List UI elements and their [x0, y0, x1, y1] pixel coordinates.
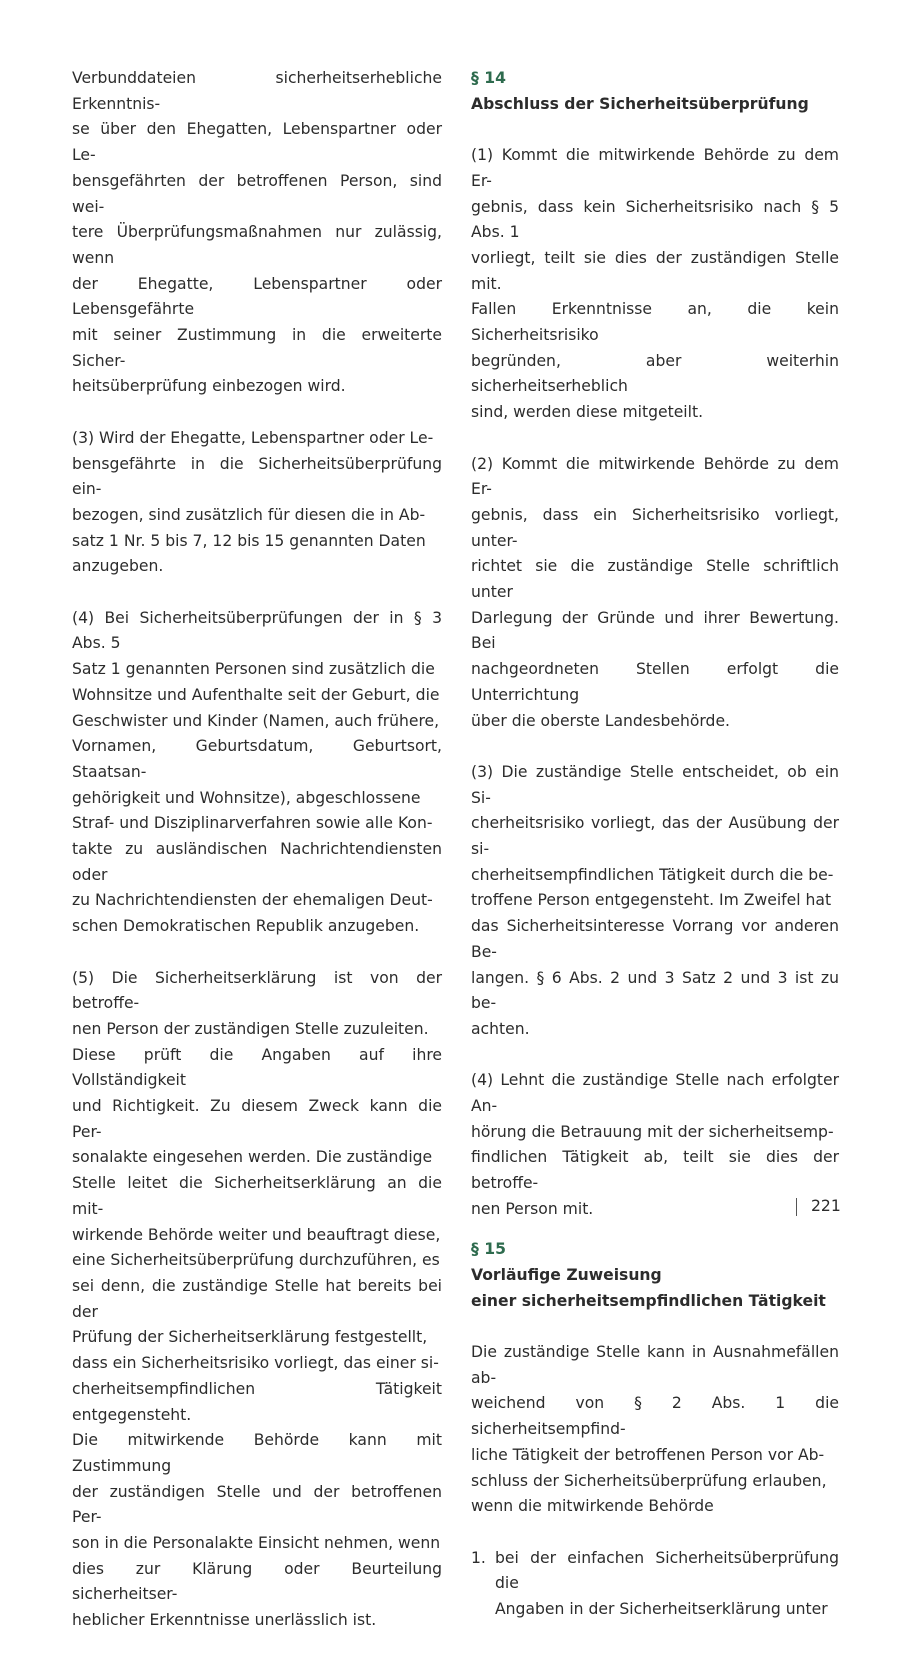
text-line: son in die Personalakte Einsicht nehmen, wenn	[72, 1534, 441, 1553]
text-line: bezogen, sind zusätzlich für diesen die in Ab-	[72, 505, 426, 524]
title-line: Abschluss der Sicherheitsüberprüfung	[471, 94, 809, 113]
title-line: einer sicherheitsempfindlichen Tätigkeit	[471, 1291, 826, 1310]
text-line: hörung die Betrauung mit der sicherheitsemp-	[471, 1122, 834, 1141]
text-line: Stelle leitet die Sicherheitserklärung an die mit-	[72, 1174, 442, 1218]
paragraph	[72, 426, 442, 580]
text-line: Fallen Erkenntnisse an, die kein Sicherheitsrisiko	[471, 300, 839, 345]
text-line: achten.	[471, 1019, 530, 1038]
text-line: wirkende Behörde weiter und beauftragt diese,	[72, 1225, 441, 1244]
page-footer	[796, 1194, 841, 1220]
text-line: se über den Ehegatten, Lebenspartner oder Le-	[72, 120, 442, 165]
section-15	[471, 1237, 839, 1623]
section-15-number: § 15	[471, 1240, 506, 1259]
text-line: (4) Bei Sicherheitsüberprüfungen der in § 3 Abs. 5	[72, 608, 442, 653]
footer-divider	[796, 1198, 797, 1216]
paragraph	[72, 66, 442, 400]
text-line: (2) Kommt die mitwirkende Behörde zu dem Er-	[471, 454, 839, 499]
text-line: langen. § 6 Abs. 2 und 3 Satz 2 und 3 ist zu be-	[471, 968, 839, 1013]
text-line: gebnis, dass ein Sicherheitsrisiko vorliegt, unter-	[471, 505, 839, 550]
text-line: cherheitsempfindlichen Tätigkeit durch die be-	[471, 865, 834, 884]
text-line: Wohnsitze und Aufenthalte seit der Geburt, die	[72, 685, 440, 704]
text-line: Straf- und Disziplinarverfahren sowie alle Kon-	[72, 814, 433, 833]
text-line: Geschwister und Kinder (Namen, auch frühere,	[72, 711, 440, 730]
text-line: sind, werden diese mitgeteilt.	[471, 403, 704, 422]
text-line: gehörigkeit und Wohnsitze), abgeschlossene	[72, 788, 421, 807]
text-line: sei denn, die zuständige Stelle hat bereits bei der	[72, 1277, 442, 1321]
paragraph	[471, 143, 839, 426]
text-line: das Sicherheitsinteresse Vorrang vor anderen Be-	[471, 917, 839, 961]
text-line: Die mitwirkende Behörde kann mit Zustimmung	[72, 1431, 442, 1475]
section-15-title	[471, 1263, 839, 1314]
list-item	[471, 1546, 839, 1623]
text-line: liche Tätigkeit der betroffenen Person vor Ab-	[471, 1445, 825, 1464]
text-line: nachgeordneten Stellen erfolgt die Unterrichtung	[471, 660, 839, 704]
paragraph	[471, 452, 839, 735]
text-line: der zuständigen Stelle und der betroffenen Per-	[72, 1482, 442, 1527]
text-line: (1) Kommt die mitwirkende Behörde zu dem Er-	[471, 146, 839, 190]
text-line: schen Demokratischen Republik anzugeben.	[72, 917, 420, 936]
text-line: sonalakte eingesehen werden. Die zuständige	[72, 1148, 433, 1167]
text-line: nen Person der zuständigen Stelle zuzuleiten.	[72, 1019, 429, 1038]
text-line: Satz 1 genannten Personen sind zusätzlich die	[72, 660, 435, 679]
text-line: heblicher Erkenntnisse unerlässlich ist.	[72, 1611, 377, 1630]
text-line: der Ehegatte, Lebenspartner oder Lebensgefährte	[72, 274, 442, 319]
text-line: weichend von § 2 Abs. 1 die sicherheitsempfind-	[471, 1394, 839, 1439]
text-line: bensgefährten der betroffenen Person, sind wei-	[72, 171, 442, 216]
text-line: anzugeben.	[72, 557, 164, 576]
text-line: und Richtigkeit. Zu diesem Zweck kann die Per-	[72, 1097, 442, 1141]
text-line: schluss der Sicherheitsüberprüfung erlauben,	[471, 1471, 827, 1490]
text-line: bensgefährte in die Sicherheitsüberprüfung ein-	[72, 454, 442, 499]
text-line: satz 1 Nr. 5 bis 7, 12 bis 15 genannten Daten	[72, 531, 426, 550]
section-14-title	[471, 92, 839, 118]
text-line: (4) Lehnt die zuständige Stelle nach erfolgter An-	[471, 1071, 839, 1116]
section-14	[471, 66, 839, 1223]
text-line: gebnis, dass kein Sicherheitsrisiko nach § 5 Abs. 1	[471, 197, 839, 242]
text-line: findlichen Tätigkeit ab, teilt sie dies der betroffe-	[471, 1148, 839, 1193]
section-14-number: § 14	[471, 69, 506, 87]
text-line: Darlegung der Gründe und ihrer Bewertung. Bei	[471, 608, 839, 653]
text-line: tere Überprüfungsmaßnahmen nur zulässig, wenn	[72, 223, 442, 267]
right-column	[471, 66, 839, 1623]
text-line: dass ein Sicherheitsrisiko vorliegt, das einer si-	[72, 1354, 439, 1373]
paragraph	[471, 1068, 839, 1222]
text-line: Vornamen, Geburtsdatum, Geburtsort, Staatsan-	[72, 737, 442, 781]
page-number: 221	[811, 1197, 841, 1215]
paragraph	[471, 1340, 839, 1520]
text-line: (3) Wird der Ehegatte, Lebenspartner oder Le-	[72, 428, 434, 447]
text-line: eine Sicherheitsüberprüfung durchzuführen, es	[72, 1251, 440, 1270]
text-line: Verbunddateien sicherheitserhebliche Erkenntnis-	[72, 69, 442, 113]
left-column	[72, 66, 442, 1660]
text-line: dies zur Klärung oder Beurteilung sicherheitser-	[72, 1559, 442, 1604]
text-line: vorliegt, teilt sie dies der zuständigen Stelle mit.	[471, 248, 839, 293]
text-line: (3) Die zuständige Stelle entscheidet, ob ein Si-	[471, 762, 839, 807]
text-line: Die zuständige Stelle kann in Ausnahmefällen ab-	[471, 1343, 839, 1387]
text-line: über die oberste Landesbehörde.	[471, 711, 731, 730]
text-line: mit seiner Zustimmung in die erweiterte Sicher-	[72, 326, 442, 370]
section-15-intro	[471, 1340, 839, 1520]
text-line: begründen, aber weiterhin sicherheitserheblich	[471, 351, 839, 396]
text-line: troffene Person entgegensteht. Im Zweifel hat	[471, 891, 832, 910]
text-line: zu Nachrichtendiensten der ehemaligen Deut-	[72, 891, 433, 910]
text-line: wenn die mitwirkende Behörde	[471, 1497, 714, 1516]
text-line: heitsüberprüfung einbezogen wird.	[72, 377, 346, 396]
section-15-list	[471, 1546, 839, 1623]
paragraph	[471, 760, 839, 1043]
text-line: Prüfung der Sicherheitserklärung festgestellt,	[72, 1328, 428, 1347]
text-line: cherheitsempfindlichen Tätigkeit entgegensteht.	[72, 1379, 442, 1424]
list-number: 1.	[471, 1548, 486, 1567]
text-line: bei der einfachen Sicherheitsüberprüfung die	[495, 1548, 839, 1593]
title-line: Vorläufige Zuweisung	[471, 1265, 662, 1284]
paragraph	[72, 606, 442, 940]
section-14-body	[471, 143, 839, 1222]
text-line: nen Person mit.	[471, 1199, 594, 1218]
text-line: Angaben in der Sicherheitserklärung unter	[495, 1600, 828, 1619]
text-line: Diese prüft die Angaben auf ihre Vollständigkeit	[72, 1045, 442, 1090]
text-line: (5) Die Sicherheitserklärung ist von der betroffe-	[72, 968, 442, 1013]
text-line: takte zu ausländischen Nachrichtendiensten oder	[72, 840, 442, 884]
text-line: richtet sie die zuständige Stelle schriftlich unter	[471, 557, 839, 602]
paragraph	[72, 966, 442, 1634]
text-line: cherheitsrisiko vorliegt, das der Ausübung der si-	[471, 814, 839, 859]
